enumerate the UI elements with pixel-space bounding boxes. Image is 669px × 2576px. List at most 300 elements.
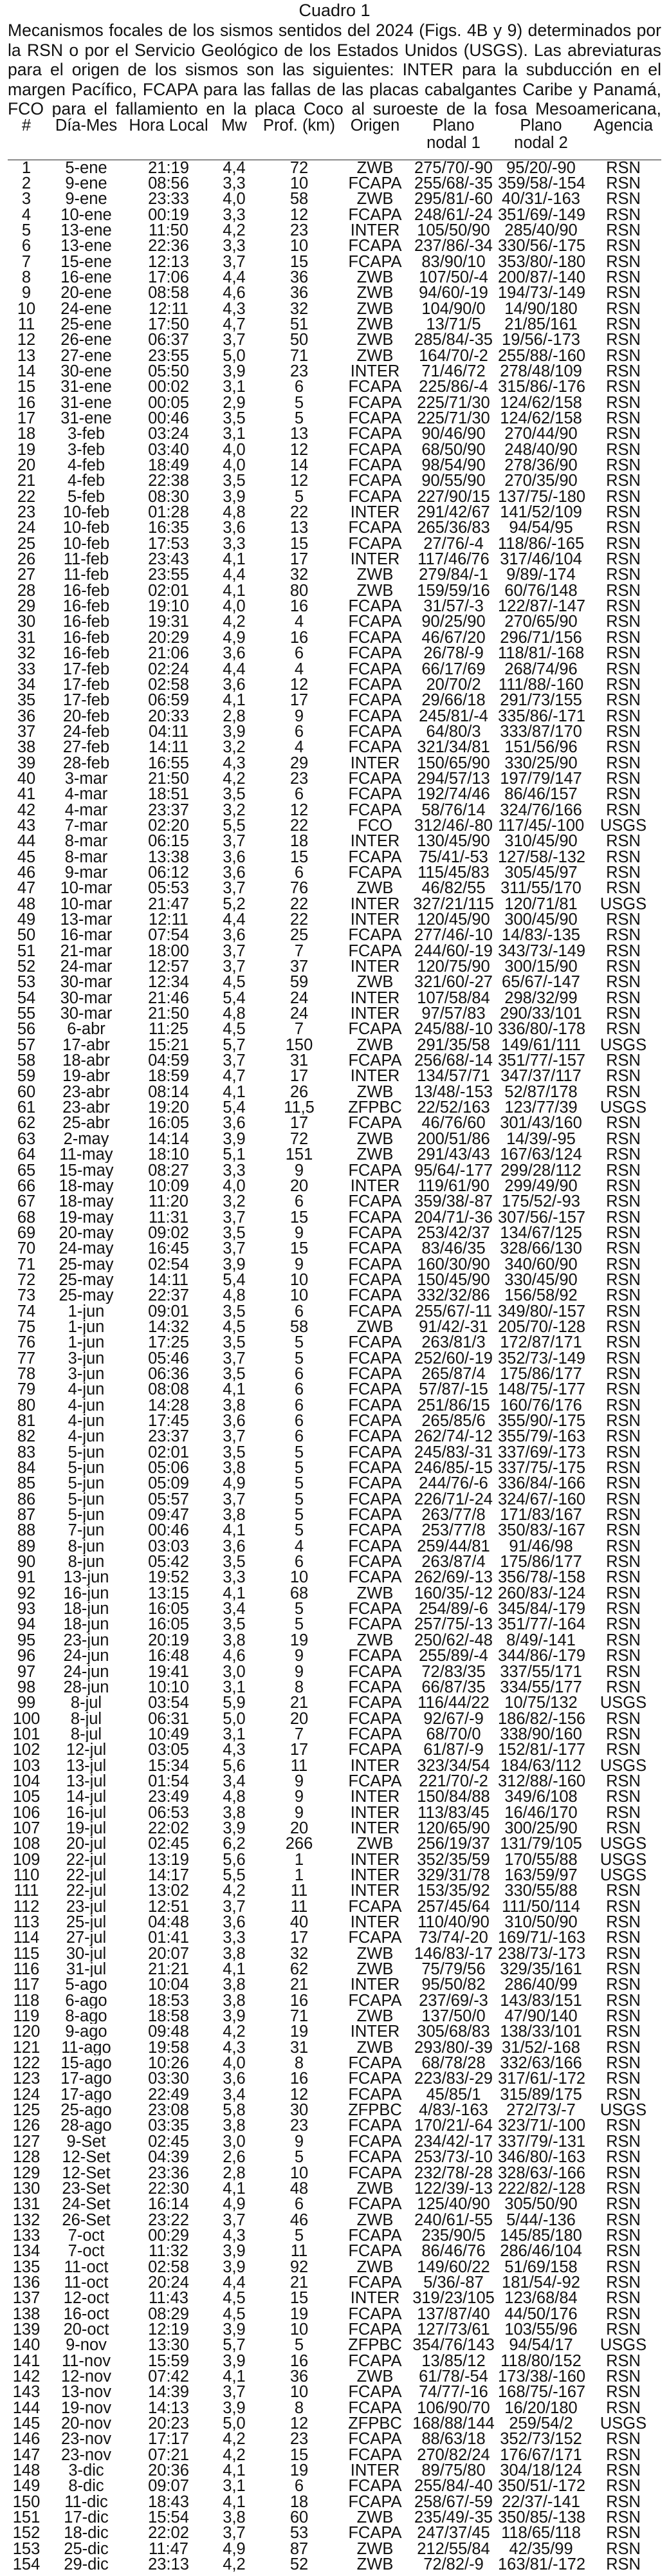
table-cell: 352/35/59 [417, 1851, 490, 1867]
table-cell: 245/81/-4 [419, 708, 488, 724]
table-cell: 153/35/92 [417, 1883, 490, 1899]
table-cell: 38 [17, 739, 36, 755]
table-cell: INTER [350, 990, 400, 1006]
table-cell: 5,5 [223, 817, 246, 834]
table-cell: 3,6 [223, 864, 246, 881]
table-row [8, 1272, 661, 1288]
table-cell: 29 [17, 598, 36, 615]
table-cell: 12:11 [149, 912, 188, 928]
table-cell: 23:13 [148, 2557, 189, 2573]
table-cell: 333/87/170 [500, 723, 582, 740]
table-cell: INTER [350, 1883, 400, 1899]
table-cell: 5 [294, 1476, 304, 1492]
table-cell: 277/46/-10 [414, 927, 493, 943]
table-cell: RSN [606, 2008, 641, 2025]
table-cell: RSN [606, 1742, 641, 1758]
table-cell: 52/87/178 [504, 1084, 578, 1100]
table-cell: 133 [12, 2227, 41, 2244]
table-cell: 270/35/90 [504, 473, 578, 489]
table-cell: 44/50/176 [504, 2306, 578, 2322]
table-row [8, 1680, 661, 1695]
table-cell: 14:32 [148, 1319, 189, 1335]
table-cell: 26 [17, 551, 36, 568]
table-cell: 141/52/109 [500, 505, 582, 521]
table-cell: 17 [289, 1115, 309, 1131]
table-cell: 7 [294, 943, 304, 959]
table-cell: RSN [606, 1115, 641, 1131]
table-cell: 3,7 [223, 1209, 246, 1225]
table-cell: 12 [289, 207, 309, 223]
table-cell: FCAPA [348, 1225, 402, 1241]
header-row [8, 117, 661, 160]
table-cell: 118/81/-168 [498, 645, 585, 662]
table-row [8, 2071, 661, 2086]
table-cell: 16-oct [63, 2306, 109, 2322]
table-caption-title: Cuadro 1 [298, 1, 371, 20]
table-cell: 29 [289, 755, 309, 771]
table-cell: RSN [606, 2259, 641, 2275]
table-row [8, 1210, 661, 1225]
table-cell: 59 [289, 974, 309, 990]
table-row [8, 2196, 661, 2212]
table-cell: 150/65/90 [417, 755, 490, 771]
table-row [8, 2447, 661, 2463]
table-cell: ZWB [356, 1131, 394, 1147]
table-cell: FCAPA [348, 1382, 402, 1398]
table-cell: ZWB [356, 347, 394, 364]
table-cell: 31 [289, 1053, 309, 1069]
table-cell: 8 [21, 269, 32, 286]
table-cell: 4,2 [223, 2557, 246, 2573]
column-header: Día-Mes [55, 116, 118, 134]
table-cell: 18:10 [148, 1147, 189, 1163]
table-cell: 328/63/-166 [498, 2165, 585, 2181]
table-cell: 6-ago [65, 1992, 107, 2009]
table-cell: 122/39/-13 [414, 2180, 493, 2197]
table-cell: 255/88/-160 [498, 347, 585, 364]
table-cell: 4,7 [223, 316, 246, 333]
table-row [8, 865, 661, 880]
table-cell: 8-jul [70, 1695, 102, 1711]
table-cell: 95/64/-177 [414, 1162, 493, 1178]
table-cell: ZWB [356, 567, 394, 583]
table-cell: 71 [289, 347, 309, 364]
column-header: Plano nodal 1 [426, 116, 481, 152]
table-cell: 72 [289, 1131, 309, 1147]
table-cell: RSN [606, 379, 641, 395]
table-cell: ZWB [356, 1632, 394, 1649]
table-cell: RSN [606, 1945, 641, 1962]
table-cell: 168/88/144 [412, 2416, 495, 2432]
table-cell: 125/40/90 [417, 2196, 490, 2212]
table-cell: RSN [606, 645, 641, 662]
table-cell: 03:54 [148, 1695, 189, 1711]
table-cell: RSN [606, 1617, 641, 1633]
table-cell: 4,1 [223, 1382, 246, 1398]
table-cell: 10 [289, 2165, 309, 2181]
table-cell: 168/75/-167 [498, 2384, 585, 2400]
table-cell: 13 [17, 347, 36, 364]
table-cell: FCAPA [348, 2494, 402, 2510]
table-row [8, 1523, 661, 1538]
table-cell: 9 [294, 1789, 304, 1805]
table-cell: 08:14 [148, 1084, 189, 1100]
table-cell: 109 [12, 1851, 41, 1867]
table-cell: 21-mar [60, 943, 113, 959]
table-cell: 04:59 [148, 1053, 189, 1069]
table-cell: 17 [289, 1742, 309, 1758]
table-cell: 111/50/114 [502, 1898, 580, 1914]
table-cell: 270/44/90 [504, 426, 578, 442]
table-cell: FCAPA [348, 1507, 402, 1523]
table-cell: RSN [606, 2431, 641, 2447]
table-cell: FCAPA [348, 2149, 402, 2165]
table-cell: 3,5 [223, 1617, 246, 1633]
table-cell: RSN [606, 1178, 641, 1194]
table-cell: 4 [294, 1538, 304, 1555]
table-cell: 164/70/-2 [419, 347, 488, 364]
table-row [8, 364, 661, 379]
table-cell: 15 [289, 2290, 309, 2306]
table-cell: 356/78/-158 [498, 1570, 585, 1586]
table-cell: 3,5 [223, 473, 246, 489]
table-cell: 20:23 [148, 2416, 189, 2432]
table-cell: 18-dic [64, 2525, 109, 2541]
table-cell: 146 [12, 2431, 41, 2447]
table-cell: RSN [606, 1194, 641, 1210]
table-row [8, 1695, 661, 1710]
table-cell: 51 [17, 943, 36, 959]
table-cell: RSN [606, 2227, 641, 2244]
table-cell: USGS [600, 1836, 647, 1852]
table-cell: 06:15 [148, 833, 189, 849]
table-cell: 315/89/175 [500, 2086, 582, 2103]
table-cell: 19/56/-173 [502, 332, 580, 348]
table-cell: 53 [289, 2525, 309, 2541]
table-row [8, 551, 661, 567]
table-cell: 21:47 [148, 896, 189, 912]
table-cell: 3,5 [223, 786, 246, 802]
table-cell: 150/84/88 [417, 1789, 490, 1805]
table-cell: 75 [17, 1319, 36, 1335]
table-row [8, 1351, 661, 1366]
table-cell: 352/73/-149 [498, 1350, 585, 1366]
table-cell: RSN [606, 1147, 641, 1163]
table-cell: 76 [17, 1335, 36, 1351]
table-cell: 68 [289, 1585, 309, 1602]
table-cell: RSN [606, 1961, 641, 1978]
table-cell: 186/82/-156 [498, 1710, 585, 1727]
table-cell: 30-mar [60, 1006, 113, 1022]
table-cell: 91/42/-31 [419, 1319, 488, 1335]
table-cell: 23-nov [61, 2447, 111, 2463]
table-cell: 56 [17, 1021, 36, 1037]
table-cell: 200/87/-140 [498, 269, 585, 286]
table-row [8, 1742, 661, 1757]
table-cell: 25-dic [64, 2541, 109, 2557]
table-cell: 11:47 [149, 2541, 188, 2557]
table-cell: FCAPA [348, 1397, 402, 1413]
table-cell: 09:47 [148, 1507, 189, 1523]
table-cell: RSN [606, 441, 641, 458]
table-cell: RSN [606, 2039, 641, 2056]
table-cell: 4,2 [223, 1883, 246, 1899]
table-cell: 74 [17, 1303, 36, 1319]
table-cell: 3,4 [223, 1773, 246, 1790]
table-cell: 06:31 [148, 1710, 189, 1727]
table-cell: 40 [289, 1914, 309, 1931]
table-cell: 11-feb [63, 567, 109, 583]
table-cell: RSN [606, 2384, 641, 2400]
table-cell: FCAPA [348, 2274, 402, 2291]
table-cell: 3,2 [223, 802, 246, 818]
table-row [8, 1382, 661, 1397]
table-cell: 4,0 [223, 2055, 246, 2071]
table-cell: 137/50/0 [421, 2008, 486, 2025]
table-cell: 94 [17, 1617, 36, 1633]
table-row [8, 2118, 661, 2133]
table-cell: 154 [12, 2557, 41, 2573]
table-cell: 17 [289, 1068, 309, 1084]
table-cell: 11 [290, 1898, 308, 1914]
table-cell: 24-jun [63, 1648, 109, 1664]
table-cell: 5-feb [67, 488, 105, 505]
table-cell: 18-may [59, 1178, 114, 1194]
table-cell: 22 [17, 488, 36, 505]
table-cell: 222/82/-128 [498, 2180, 585, 2197]
table-row [8, 1805, 661, 1821]
table-cell: 10/75/132 [504, 1695, 578, 1711]
table-cell: FCAPA [348, 458, 402, 474]
table-cell: 24-mar [60, 959, 113, 975]
table-cell: FCAPA [348, 441, 402, 458]
table-cell: 17-feb [62, 661, 110, 677]
table-cell: RSN [606, 1413, 641, 1429]
table-cell: 3,7 [223, 254, 246, 270]
table-cell: FCAPA [348, 2118, 402, 2134]
table-cell: 12 [289, 676, 309, 693]
table-cell: 337/75/-175 [498, 1460, 585, 1476]
table-cell: 335/86/-171 [498, 708, 585, 724]
table-cell: 7 [294, 1726, 304, 1743]
table-cell: FCAPA [348, 1773, 402, 1790]
table-row [8, 630, 661, 645]
table-cell: 110/40/90 [417, 1914, 490, 1931]
table-cell: 8-dic [68, 2478, 104, 2494]
table-cell: 09:02 [148, 1225, 189, 1241]
table-cell: 3,9 [223, 2321, 246, 2338]
table-cell: 25-may [59, 1288, 114, 1304]
table-row [8, 2353, 661, 2369]
table-cell: 07:54 [148, 927, 189, 943]
table-row [8, 645, 661, 661]
table-cell: 92 [289, 2259, 309, 2275]
table-cell: 17-abr [62, 1037, 110, 1053]
table-cell: 323/71/-100 [498, 2118, 585, 2134]
table-cell: 156/58/92 [504, 1288, 578, 1304]
table-cell: 205/70/-128 [498, 1319, 585, 1335]
table-cell: 03:35 [148, 2118, 189, 2134]
table-cell: RSN [606, 2086, 641, 2103]
table-cell: 5 [294, 2337, 304, 2353]
table-cell: 5 [294, 2227, 304, 2244]
table-cell: 19:20 [148, 1100, 189, 1116]
table-cell: 23 [289, 222, 309, 239]
table-cell: 5-jun [68, 1491, 105, 1508]
table-cell: ZWB [356, 582, 394, 599]
table-cell: RSN [606, 1350, 641, 1366]
table-cell: 3-dic [68, 2463, 104, 2479]
table-cell: FCAPA [348, 1366, 402, 1382]
table-cell: 32 [289, 567, 309, 583]
table-cell: RSN [606, 1804, 641, 1821]
table-cell: 4,3 [223, 1742, 246, 1758]
table-cell: 148/75/-177 [498, 1382, 585, 1398]
table-cell: 291/42/67 [417, 505, 490, 521]
table-cell: 131 [12, 2196, 41, 2212]
table-cell: ZFPBC [348, 2102, 402, 2118]
table-cell: 114 [13, 1930, 40, 1946]
table-row [8, 1914, 661, 1930]
table-row [8, 332, 661, 347]
table-cell: 111 [14, 1883, 39, 1899]
table-cell: 350/51/-172 [498, 2478, 585, 2494]
table-cell: 20:36 [148, 2463, 189, 2479]
table-cell: RSN [606, 1977, 641, 1993]
table-cell: 28 [17, 582, 36, 599]
table-cell: 18 [17, 426, 36, 442]
table-cell: 294/57/13 [417, 770, 490, 787]
table-cell: 359/58/-154 [498, 175, 585, 192]
table-row [8, 1993, 661, 2008]
table-cell: 235/90/5 [421, 2227, 486, 2244]
table-cell: RSN [606, 2525, 641, 2541]
table-cell: 1-jun [68, 1303, 105, 1319]
table-cell: 24 [289, 990, 309, 1006]
table-cell: FCAPA [348, 2353, 402, 2369]
table-cell: 8 [294, 2400, 304, 2416]
table-cell: RSN [606, 411, 641, 427]
table-cell: 23:55 [148, 347, 189, 364]
table-cell: 5 [294, 1444, 304, 1461]
table-cell: 89 [17, 1538, 36, 1555]
table-cell: 11,5 [284, 1100, 315, 1116]
table-cell: 86/46/157 [504, 786, 578, 802]
table-row [8, 943, 661, 959]
table-cell: RSN [606, 520, 641, 536]
table-cell: 95 [17, 1632, 36, 1649]
table-cell: 4-feb [67, 473, 105, 489]
table-row [8, 270, 661, 285]
table-cell: RSN [606, 864, 641, 881]
table-cell: RSN [606, 175, 641, 192]
table-cell: 12-Set [62, 2165, 111, 2181]
table-cell: 118/80/152 [500, 2353, 582, 2369]
table-cell: 10:09 [148, 1178, 189, 1194]
table-cell: 22 [289, 505, 309, 521]
table-cell: 176/67/171 [500, 2447, 582, 2463]
table-cell: RSN [606, 2368, 641, 2385]
table-cell: 1 [294, 1851, 304, 1867]
table-cell: 20 [289, 1820, 309, 1837]
table-cell: 5 [294, 394, 304, 411]
table-cell: 132 [12, 2212, 41, 2228]
table-cell: 3,6 [223, 1914, 246, 1931]
table-cell: 6 [294, 1429, 304, 1445]
table-cell: FCAPA [348, 676, 402, 693]
table-cell: 32 [289, 301, 309, 317]
table-cell: RSN [606, 1491, 641, 1508]
table-cell: 138/33/101 [500, 2024, 582, 2040]
table-cell: 64 [17, 1147, 36, 1163]
table-cell: RSN [606, 458, 641, 474]
table-cell: 23 [289, 2431, 309, 2447]
table-cell: 248/61/-24 [414, 207, 493, 223]
table-cell: 30-jul [66, 1945, 107, 1962]
table-cell: 18:49 [148, 458, 189, 474]
table-cell: 235/49/-35 [414, 2510, 493, 2526]
table-cell: 23-jun [63, 1632, 109, 1649]
table-cell: 3,7 [223, 1491, 246, 1508]
table-cell: 265/36/83 [417, 520, 490, 536]
table-cell: 4 [294, 614, 304, 630]
table-row [8, 598, 661, 614]
table-cell: FCAPA [348, 661, 402, 677]
table-row [8, 1492, 661, 1507]
table-cell: 124/62/158 [500, 394, 582, 411]
table-cell: ZWB [356, 1319, 394, 1335]
table-cell: FCAPA [348, 1710, 402, 1727]
table-cell: 02:58 [148, 676, 189, 693]
table-row [8, 2431, 661, 2447]
table-cell: 337/55/171 [500, 1663, 582, 1680]
table-cell: 107/58/84 [417, 990, 490, 1006]
table-cell: ZWB [356, 1585, 394, 1602]
table-cell: 130/45/90 [417, 833, 490, 849]
table-cell: FCAPA [348, 1413, 402, 1429]
table-cell: RSN [606, 567, 641, 583]
table-cell: 31 [17, 629, 36, 646]
table-row [8, 2165, 661, 2181]
table-cell: 71 [289, 2008, 309, 2025]
table-cell: 4,1 [223, 692, 246, 709]
table-cell: 12 [289, 2086, 309, 2103]
table-cell: 80 [289, 582, 309, 599]
table-cell: RSN [606, 191, 641, 207]
table-cell: USGS [600, 817, 647, 834]
table-row [8, 520, 661, 535]
table-cell: 9 [294, 1663, 304, 1680]
table-cell: 9 [294, 1648, 304, 1664]
table-cell: 11 [290, 1883, 308, 1899]
table-cell: 137 [12, 2290, 41, 2306]
table-cell: 4,8 [223, 1006, 246, 1022]
table-cell: 4,1 [223, 2463, 246, 2479]
table-cell: 87 [17, 1507, 36, 1523]
table-cell: 15 [289, 849, 309, 865]
table-cell: FCAPA [348, 802, 402, 818]
table-cell: FCAPA [348, 770, 402, 787]
table-cell: 130 [12, 2180, 41, 2197]
table-cell: 3,7 [223, 2384, 246, 2400]
table-cell: 20:33 [148, 708, 189, 724]
table-cell: FCAPA [348, 1256, 402, 1272]
table-cell: FCAPA [348, 2321, 402, 2338]
table-cell: 225/71/30 [417, 411, 490, 427]
table-cell: 259/54/2 [509, 2416, 573, 2432]
table-cell: 111/88/-160 [498, 676, 584, 693]
table-cell: 84 [17, 1460, 36, 1476]
